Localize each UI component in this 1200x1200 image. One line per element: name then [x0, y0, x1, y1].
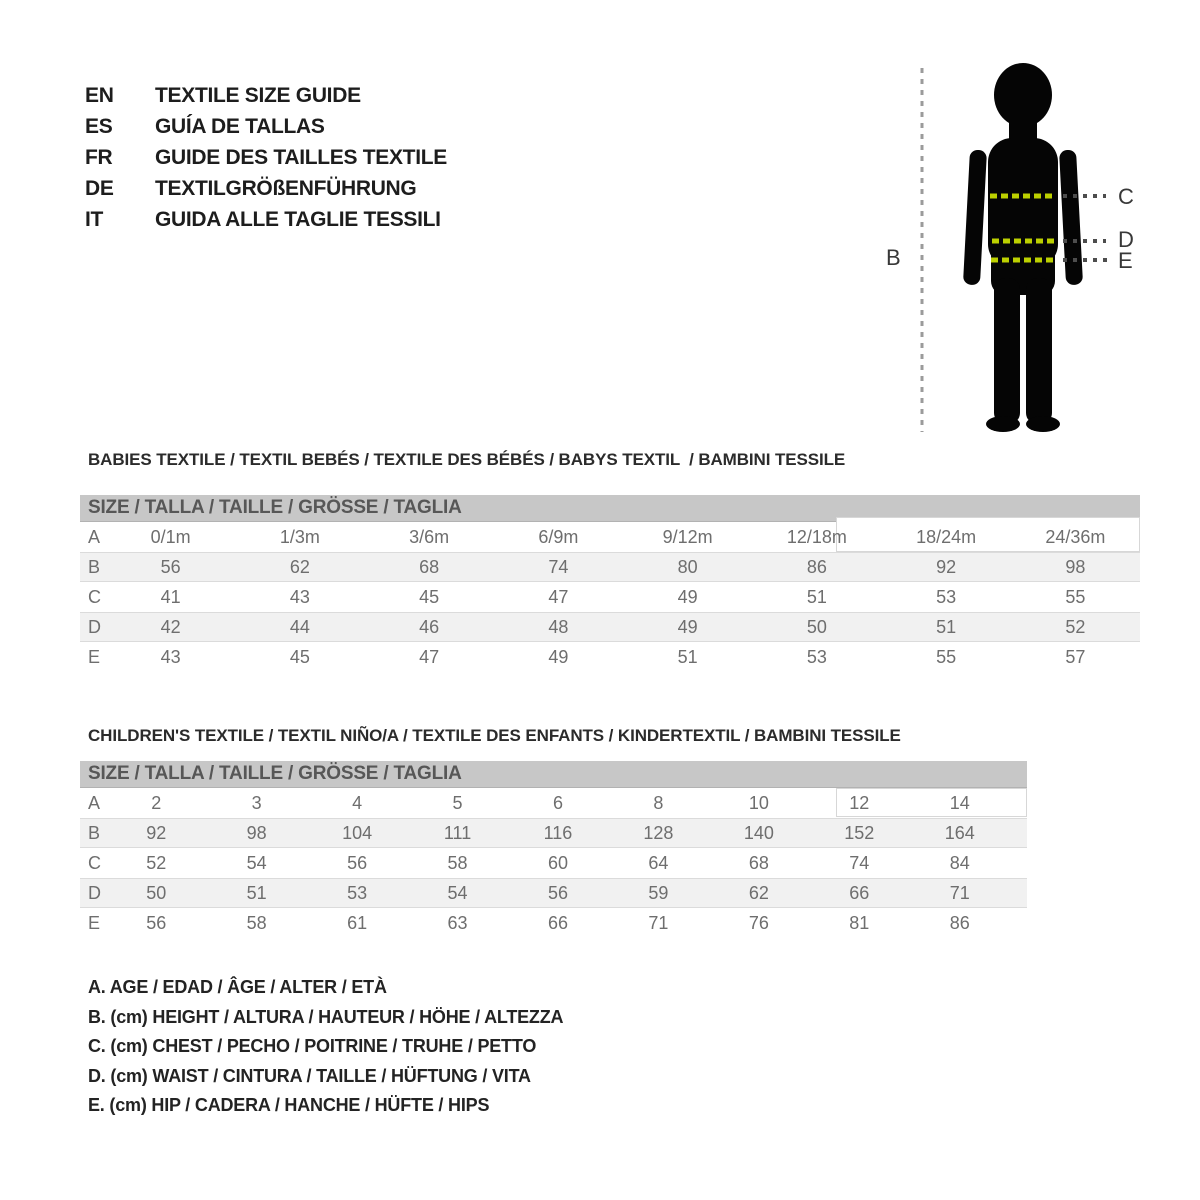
table-cell: 4	[352, 792, 363, 813]
language-row-fr	[85, 142, 447, 173]
legend-height: B. (cm) HEIGHT / ALTURA / HAUTEUR / HÖHE / ALTEZZA	[88, 1006, 564, 1027]
table-cell: 48	[548, 616, 569, 637]
measurement-legend	[88, 973, 563, 1121]
language-code: FR	[85, 145, 113, 169]
table-cell: 71	[949, 882, 970, 903]
babies-table-heading: BABIES TEXTILE / TEXTIL BEBÉS / TEXTILE DES BÉBÉS / BABYS TEXTIL / BAMBINI TESSILE	[88, 450, 846, 469]
table-cell: 76	[748, 912, 769, 933]
table-cell: 53	[347, 882, 368, 903]
row-label: E	[88, 646, 101, 667]
table-cell: 6	[552, 792, 563, 813]
table-row-chest	[80, 848, 1027, 878]
table-cell: 51	[936, 616, 957, 637]
table-cell: 53	[806, 646, 827, 667]
table-cell: 51	[806, 586, 827, 607]
row-label: B	[88, 822, 101, 843]
table-row-waist	[80, 612, 1140, 642]
table-cell: 44	[289, 616, 310, 637]
table-cell: 53	[936, 586, 957, 607]
table-cell: 49	[677, 616, 698, 637]
guide-title-fr: GUIDE DES TAILLES TEXTILE	[155, 145, 447, 169]
table-cell: 47	[548, 586, 569, 607]
table-cell: 52	[1065, 616, 1086, 637]
table-cell: 55	[1065, 586, 1086, 607]
table-cell: 128	[643, 822, 674, 843]
size-header-band: SIZE / TALLA / TAILLE / GRÖSSE / TAGLIA	[80, 761, 1027, 788]
guide-title-en: TEXTILE SIZE GUIDE	[155, 83, 361, 107]
row-label: A	[88, 792, 101, 813]
guide-title-es: GUÍA DE TALLAS	[155, 114, 325, 138]
guide-title-de: TEXTILGRÖßENFÜHRUNG	[155, 176, 417, 200]
table-cell: 164	[944, 822, 975, 843]
table-row-hip	[80, 908, 1027, 938]
language-code: ES	[85, 114, 113, 138]
table-cell: 152	[844, 822, 875, 843]
row-label: C	[88, 852, 101, 873]
table-cell: 56	[347, 852, 368, 873]
table-cell: 56	[160, 556, 181, 577]
table-cell: 42	[160, 616, 181, 637]
table-cell: 66	[547, 912, 568, 933]
table-cell: 104	[342, 822, 373, 843]
table-cell: 24/36m	[1045, 526, 1106, 547]
table-row-chest	[80, 582, 1140, 612]
table-cell: 98	[246, 822, 267, 843]
table-cell: 58	[246, 912, 267, 933]
table-cell: 14	[949, 792, 970, 813]
table-cell: 66	[849, 882, 870, 903]
table-cell: 18/24m	[916, 526, 977, 547]
row-label: B	[88, 556, 101, 577]
table-cell: 116	[543, 822, 573, 843]
table-row-hip	[80, 642, 1140, 672]
table-cell: 1/3m	[279, 526, 320, 547]
table-cell: 68	[748, 852, 769, 873]
row-label: E	[88, 912, 101, 933]
table-cell: 84	[949, 852, 970, 873]
table-cell: 46	[419, 616, 440, 637]
table-cell: 59	[648, 882, 669, 903]
table-cell: 8	[653, 792, 664, 813]
row-label: C	[88, 586, 101, 607]
table-cell: 9/12m	[662, 526, 713, 547]
table-cell: 41	[160, 586, 181, 607]
legend-hip: E. (cm) HIP / CADERA / HANCHE / HÜFTE / HIPS	[88, 1095, 490, 1115]
table-cell: 86	[806, 556, 827, 577]
legend-waist: D. (cm) WAIST / CINTURA / TAILLE / HÜFTUNG / VITA	[88, 1065, 531, 1086]
table-cell: 6/9m	[538, 526, 579, 547]
table-cell: 58	[447, 852, 468, 873]
chest-label: C	[1118, 184, 1134, 209]
table-cell: 60	[547, 852, 568, 873]
table-cell: 47	[419, 646, 440, 667]
table-cell: 49	[677, 586, 698, 607]
guide-title-it: GUIDA ALLE TAGLIE TESSILI	[155, 207, 441, 231]
table-cell: 5	[452, 792, 463, 813]
table-cell: 49	[548, 646, 569, 667]
table-cell: 71	[648, 912, 669, 933]
legend-age: A. AGE / EDAD / ÂGE / ALTER / ETÀ	[88, 977, 387, 997]
table-cell: 3	[251, 792, 262, 813]
table-cell: 80	[677, 556, 698, 577]
size-header-band: SIZE / TALLA / TAILLE / GRÖSSE / TAGLIA	[80, 495, 1140, 522]
language-code: EN	[85, 83, 114, 107]
children-size-table	[80, 761, 1027, 938]
table-cell: 12	[849, 792, 870, 813]
table-cell: 45	[419, 586, 440, 607]
legend-chest: C. (cm) CHEST / PECHO / POITRINE / TRUHE / PETTO	[88, 1036, 537, 1056]
table-cell: 51	[677, 646, 698, 667]
table-cell: 62	[748, 882, 769, 903]
table-cell: 54	[246, 852, 267, 873]
table-cell: 68	[419, 556, 440, 577]
language-row-it	[85, 204, 447, 235]
language-row-de	[85, 173, 447, 204]
table-cell: 54	[447, 882, 468, 903]
row-label: A	[88, 526, 101, 547]
row-label: D	[88, 616, 101, 637]
language-code: IT	[85, 207, 104, 231]
table-cell: 86	[949, 912, 970, 933]
table-cell: 63	[447, 912, 468, 933]
table-cell: 2	[151, 792, 162, 813]
table-row-waist	[80, 878, 1027, 908]
children-table-heading: CHILDREN'S TEXTILE / TEXTIL NIÑO/A / TEXTILE DES ENFANTS / KINDERTEXTIL / BAMBINI TESSILE	[88, 726, 901, 745]
height-label: B	[886, 245, 901, 270]
table-cell: 43	[160, 646, 181, 667]
table-cell: 140	[743, 822, 774, 843]
row-label: D	[88, 882, 101, 903]
table-cell: 64	[648, 852, 669, 873]
table-cell: 61	[347, 912, 368, 933]
table-cell: 111	[443, 822, 472, 843]
table-cell: 51	[246, 882, 267, 903]
table-cell: 0/1m	[150, 526, 191, 547]
language-row-es	[85, 111, 447, 142]
table-cell: 56	[547, 882, 568, 903]
table-cell: 43	[289, 586, 310, 607]
table-cell: 74	[849, 852, 870, 873]
language-title-list	[85, 80, 447, 235]
table-cell: 12/18m	[786, 526, 847, 547]
table-cell: 62	[289, 556, 310, 577]
waist-label: D	[1118, 227, 1134, 252]
child-measurement-figure	[860, 50, 1160, 440]
table-cell: 55	[936, 646, 957, 667]
table-cell: 56	[146, 912, 167, 933]
table-cell: 92	[146, 822, 167, 843]
table-cell: 92	[936, 556, 957, 577]
babies-size-table	[80, 495, 1140, 672]
language-code: DE	[85, 176, 114, 200]
language-row-en	[85, 80, 447, 111]
table-cell: 45	[289, 646, 310, 667]
table-row-height	[80, 552, 1140, 582]
table-cell: 81	[849, 912, 870, 933]
hip-label: E	[1118, 248, 1133, 273]
table-cell: 10	[748, 792, 769, 813]
table-cell: 98	[1065, 556, 1086, 577]
table-cell: 50	[146, 882, 167, 903]
table-cell: 3/6m	[409, 526, 450, 547]
table-row-height	[80, 818, 1027, 848]
table-cell: 57	[1065, 646, 1086, 667]
table-cell: 74	[548, 556, 569, 577]
table-cell: 50	[806, 616, 827, 637]
child-silhouette	[963, 63, 1083, 432]
table-cell: 52	[146, 852, 167, 873]
